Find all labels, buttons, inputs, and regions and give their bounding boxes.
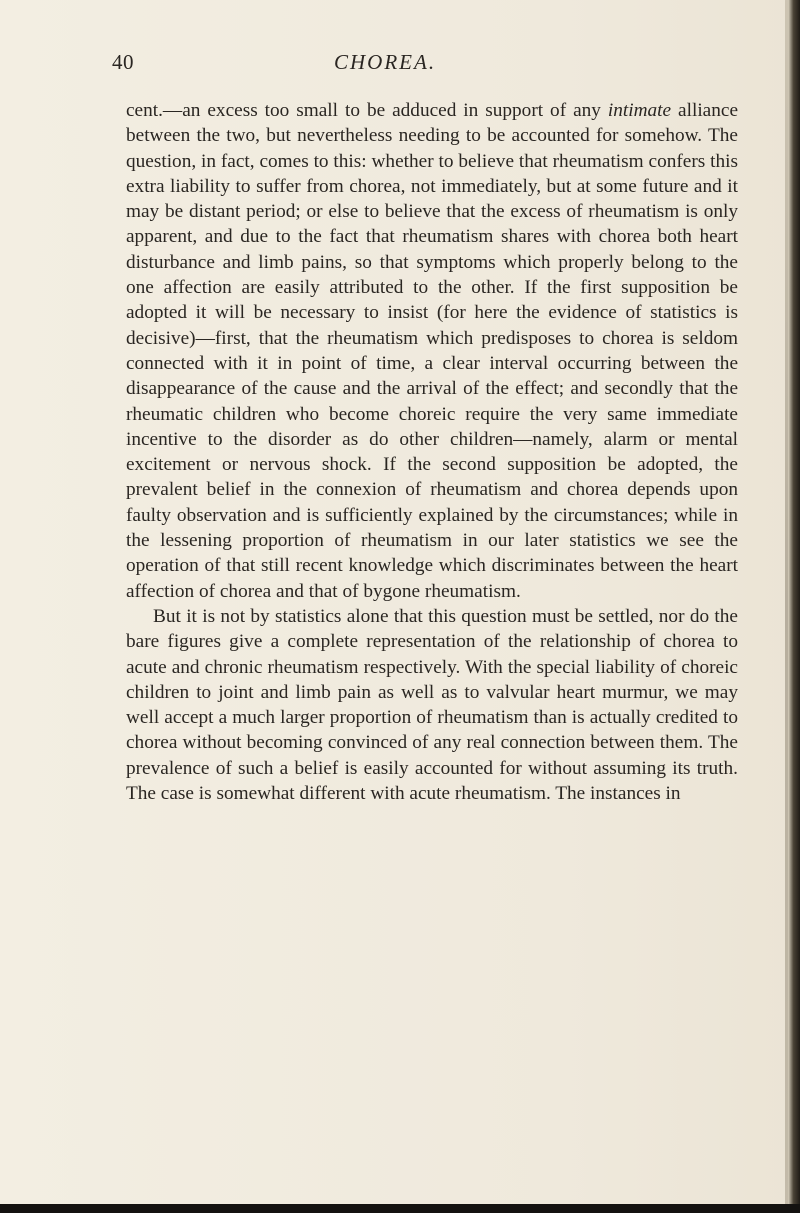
paragraph-1-italic-word: intimate	[607, 100, 672, 121]
page-number: 40	[112, 50, 134, 74]
body-text	[126, 98, 738, 806]
running-header	[112, 50, 752, 80]
paragraph-1-text-a: cent.—an excess too small to be adduced in support of any	[126, 100, 608, 121]
paragraph-1	[126, 98, 738, 604]
running-title: CHOREA.	[334, 50, 437, 74]
paragraph-2: But it is not by statistics alone that this question must be settled, nor do the bare figures give a complete representation of the relationship of chorea to acute and chronic rheumatism respectively. With the special liability of choreic children to joint and limb pain as well as to valvular heart murmur, we may well accept a much larger proportion of rheumatism than is actually credited to chorea without becoming convinced of any real connection between them. The prevalence of such a belief is easily accounted for without assuming its truth. The case is somewhat different with acute rheumatism. The instances in	[126, 605, 738, 805]
paragraph-1-text-b: alliance between the two, but nevertheless needing to be accounted for somehow. The question, in fact, comes to this: whether to believe that rheumatism confers this extra liability to suffer from chorea, not immediately, but at some future and it may be distant period; or else to believe that the excess of rheumatism is only apparent, and due to the fact that rheumatism shares with chorea both heart disturbance and limb pains, so that symptoms which properly belong to the one affection are easily attributed to the other. If the first supposition be adopted it will be necessary to insist (for here the evidence of statistics is decisive)—first, that the rheumatism which predisposes to chorea is seldom connected with it in point of time, a clear interval occurring between the disappearance of the cause and the arrival of the effect; and secondly that the rheumatic children who become choreic require the very same immediate incentive to the disorder as do other children—namely, alarm or mental excitement or nervous shock. If the second supposition be adopted, the prevalent belief in the connexion of rheumatism and chorea depends upon faulty observation and is sufficiently explained by the circumstances; while in the lessening proportion of rheumatism in our later statistics we see the operation of that still recent knowledge which discriminates between the heart affection of chorea and that of bygone rheumatism.	[126, 100, 738, 602]
page-edge	[788, 0, 800, 1213]
bottom-rule	[0, 1204, 800, 1213]
